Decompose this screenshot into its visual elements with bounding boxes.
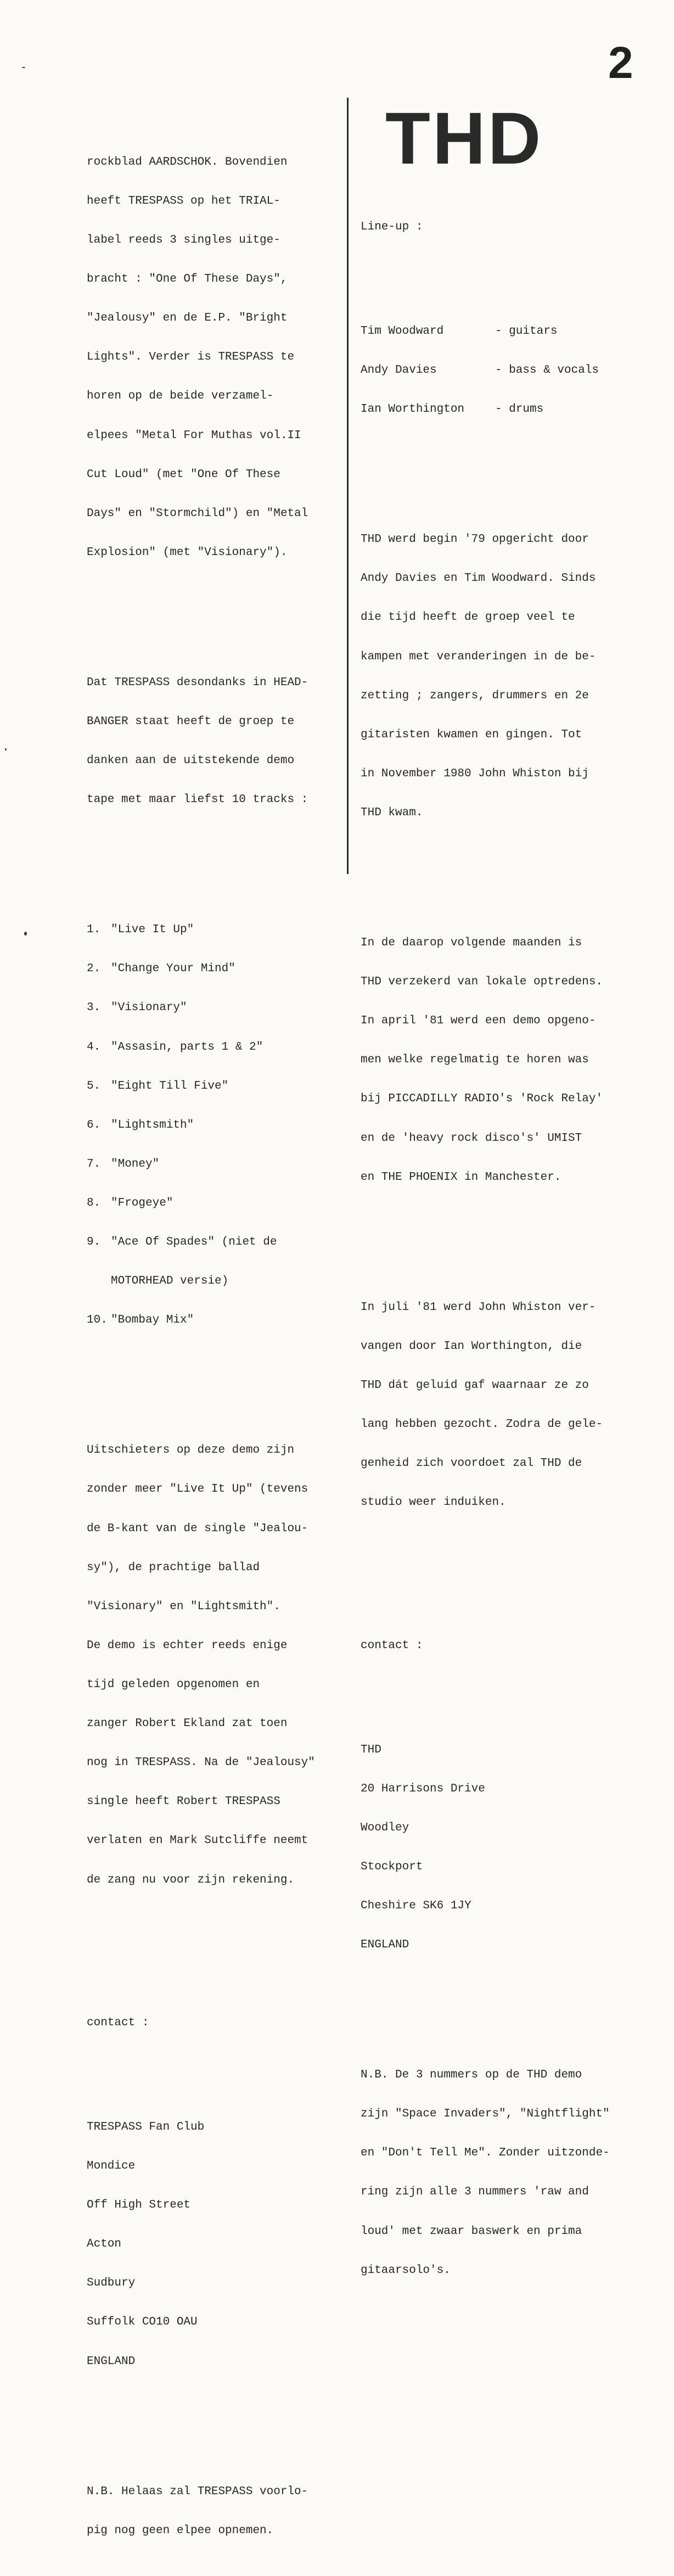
contact-label: contact : xyxy=(361,1639,423,1652)
member-name: Ian Worthington xyxy=(361,403,465,416)
text-line: In april '81 werd een demo opgeno- xyxy=(361,1015,596,1028)
text-line: in November 1980 John Whiston bij xyxy=(361,767,589,780)
text-line: de B-kant van de single "Jealou- xyxy=(87,1522,308,1535)
member-name: Tim Woodward xyxy=(361,325,444,338)
text-line: N.B. De 3 nummers op de THD demo xyxy=(361,2069,582,2082)
text-line: studio weer induiken. xyxy=(361,1496,506,1509)
address-line: ENGLAND xyxy=(361,1939,409,1952)
text-line: De demo is echter reeds enige xyxy=(87,1639,288,1652)
address-line: Sudbury xyxy=(87,2277,136,2290)
address-line: 20 Harrisons Drive xyxy=(361,1782,485,1795)
track-item xyxy=(87,1119,315,1132)
lineup-list xyxy=(361,299,610,443)
text-line: Explosion" (met "Visionary"). xyxy=(87,546,288,559)
text-line: zonder meer "Live It Up" (tevens xyxy=(87,1483,308,1496)
track-list xyxy=(87,898,315,1353)
note-paragraph xyxy=(87,2459,315,2563)
text-line: vangen door Ian Worthington, die xyxy=(361,1340,582,1353)
text-line: Dat TRESPASS desondanks in HEAD- xyxy=(87,676,308,689)
track-item xyxy=(87,962,315,976)
text-line: bracht : "One Of These Days", xyxy=(87,273,288,286)
track-title: "Live It Up" xyxy=(111,923,194,937)
text-line: zetting ; zangers, drummers en 2e xyxy=(361,689,589,702)
band-title: THD xyxy=(385,98,543,180)
text-line: "Visionary" en "Lightsmith". xyxy=(87,1600,280,1613)
text-line: THD dát geluid gaf waarnaar ze zo xyxy=(361,1379,589,1392)
text-line: men welke regelmatig te horen was xyxy=(361,1054,589,1067)
track-title: "Assasin, parts 1 & 2" xyxy=(111,1040,263,1054)
track-item xyxy=(87,1314,315,1327)
track-number: 6. xyxy=(87,1118,101,1132)
text-line: lang hebben gezocht. Zodra de gele- xyxy=(361,1418,603,1431)
track-title: "Visionary" xyxy=(111,1001,187,1015)
track-item xyxy=(87,1158,315,1171)
left-column xyxy=(87,104,315,2576)
text-line: verlaten en Mark Sutcliffe neemt xyxy=(87,1834,308,1847)
track-title: "Ace Of Spades" (niet de xyxy=(111,1236,277,1249)
text-line: tijd geleden opgenomen en xyxy=(87,1678,260,1692)
track-number: 9. xyxy=(87,1236,101,1249)
text-line: "Jealousy" en de E.P. "Bright xyxy=(87,312,288,325)
text-line: elpees "Metal For Muthas vol.II xyxy=(87,429,301,442)
lineup-label: Line-up : xyxy=(361,221,423,234)
track-item xyxy=(87,1197,315,1210)
text-line: genheid zich voordoet zal THD de xyxy=(361,1457,582,1470)
address-line: Suffolk CO10 OAU xyxy=(87,2316,198,2329)
track-number: 10. xyxy=(87,1314,108,1327)
track-title: "Money" xyxy=(111,1157,160,1171)
text-line: horen op de beide verzamel- xyxy=(87,390,274,403)
address-line: Stockport xyxy=(361,1860,423,1873)
track-item xyxy=(87,923,315,937)
text-line: zijn "Space Invaders", "Nightflight" xyxy=(361,2108,610,2121)
track-number: 3. xyxy=(87,1001,101,1015)
intro-paragraph xyxy=(87,130,315,585)
lineup-row xyxy=(361,364,610,377)
text-line: die tijd heeft de groep veel te xyxy=(361,611,575,624)
text-line: THD werd begin '79 opgericht door xyxy=(361,533,589,546)
text-line: ring zijn alle 3 nummers 'raw and xyxy=(361,2186,589,2199)
text-line: bij PICCADILLY RADIO's 'Rock Relay' xyxy=(361,1093,603,1106)
text-line: de zang nu voor zijn rekening. xyxy=(87,1873,295,1886)
track-item xyxy=(87,1080,315,1093)
member-role: - bass & vocals xyxy=(495,364,599,377)
text-line: Andy Davies en Tim Woodward. Sinds xyxy=(361,572,596,585)
page-number: 2 xyxy=(608,38,633,88)
track-number: 5. xyxy=(87,1079,101,1093)
text-line: sy"), de prachtige ballad xyxy=(87,1561,260,1574)
text-line: rockblad AARDSCHOK. Bovendien xyxy=(87,155,288,169)
track-title: "Bombay Mix" xyxy=(111,1314,194,1327)
address-line: Cheshire SK6 1JY xyxy=(361,1900,471,1912)
paper-speck xyxy=(5,748,7,751)
track-number: 8. xyxy=(87,1197,101,1210)
paper-speck xyxy=(24,932,27,936)
track-number: 2. xyxy=(87,962,101,976)
track-number: 4. xyxy=(87,1040,101,1054)
text-line: tape met maar liefst 10 tracks : xyxy=(87,793,308,807)
address-line: Off High Street xyxy=(87,2199,191,2212)
text-line: loud' met zwaar baswerk en prima xyxy=(361,2225,582,2238)
lineup-row xyxy=(361,325,610,338)
text-line: gitaarsolo's. xyxy=(361,2264,451,2277)
text-line: danken aan de uitstekende demo xyxy=(87,754,295,768)
track-item xyxy=(87,1275,315,1288)
text-line: gitaristen kwamen en gingen. Tot xyxy=(361,728,582,741)
text-line: nog in TRESPASS. Na de "Jealousy" xyxy=(87,1756,315,1769)
track-item xyxy=(87,1041,315,1054)
member-role: - drums xyxy=(495,403,544,416)
text-line: kampen met veranderingen in de be- xyxy=(361,650,596,663)
contact-label: contact : xyxy=(87,2017,149,2030)
contact-address xyxy=(361,1717,610,1978)
lineup-row xyxy=(361,403,610,416)
right-column xyxy=(361,195,610,2316)
address-line: Woodley xyxy=(361,1821,409,1834)
track-title: "Lightsmith" xyxy=(111,1118,194,1132)
text-line: BANGER staat heeft de groep te xyxy=(87,715,295,729)
address-line: Mondice xyxy=(87,2160,136,2172)
track-title: "Change Your Mind" xyxy=(111,962,235,976)
text-line: Uitschieters op deze demo zijn xyxy=(87,1444,295,1457)
track-number: 1. xyxy=(87,923,101,937)
text-line: Days" en "Stormchild") en "Metal xyxy=(87,507,308,520)
address-line: ENGLAND xyxy=(87,2355,136,2368)
track-number xyxy=(87,1275,111,1288)
contact-address xyxy=(87,2095,315,2394)
address-line: TRESPASS Fan Club xyxy=(87,2120,205,2133)
demo-paragraph xyxy=(87,651,315,833)
note-paragraph xyxy=(361,2043,610,2303)
text-line: THD kwam. xyxy=(361,807,423,820)
demo-paragraph xyxy=(361,911,610,1210)
paper-speck xyxy=(22,67,25,68)
track-number: 7. xyxy=(87,1157,101,1171)
text-line: en de 'heavy rock disco's' UMIST xyxy=(361,1132,582,1145)
text-line: Lights". Verder is TRESPASS te xyxy=(87,351,295,364)
column-divider xyxy=(347,98,349,874)
track-title: MOTORHEAD versie) xyxy=(111,1275,229,1288)
text-line: In de daarop volgende maanden is xyxy=(361,937,582,950)
track-item xyxy=(87,1001,315,1015)
text-line: heeft TRESPASS op het TRIAL- xyxy=(87,194,280,208)
text-line: en THE PHOENIX in Manchester. xyxy=(361,1171,561,1184)
text-line: pig nog geen elpee opnemen. xyxy=(87,2524,274,2537)
text-line: en "Don't Tell Me". Zonder uitzonde- xyxy=(361,2147,610,2160)
text-line: In juli '81 werd John Whiston ver- xyxy=(361,1301,596,1314)
address-line: THD xyxy=(361,1743,381,1756)
track-title: "Frogeye" xyxy=(111,1197,173,1210)
member-name: Andy Davies xyxy=(361,364,437,377)
track-item xyxy=(87,1236,315,1249)
track-title: "Eight Till Five" xyxy=(111,1079,229,1093)
text-line: single heeft Robert TRESPASS xyxy=(87,1795,280,1808)
history-paragraph xyxy=(361,507,610,845)
july-paragraph xyxy=(361,1275,610,1535)
text-line: Cut Loud" (met "One Of These xyxy=(87,468,280,481)
address-line: Acton xyxy=(87,2238,122,2251)
highlight-paragraph xyxy=(87,1418,315,1913)
text-line: zanger Robert Ekland zat toen xyxy=(87,1717,288,1731)
text-line: N.B. Helaas zal TRESPASS voorlo- xyxy=(87,2485,308,2498)
member-role: - guitars xyxy=(495,325,558,338)
text-line: label reeds 3 singles uitge- xyxy=(87,234,280,247)
text-line: THD verzekerd van lokale optredens. xyxy=(361,976,603,989)
